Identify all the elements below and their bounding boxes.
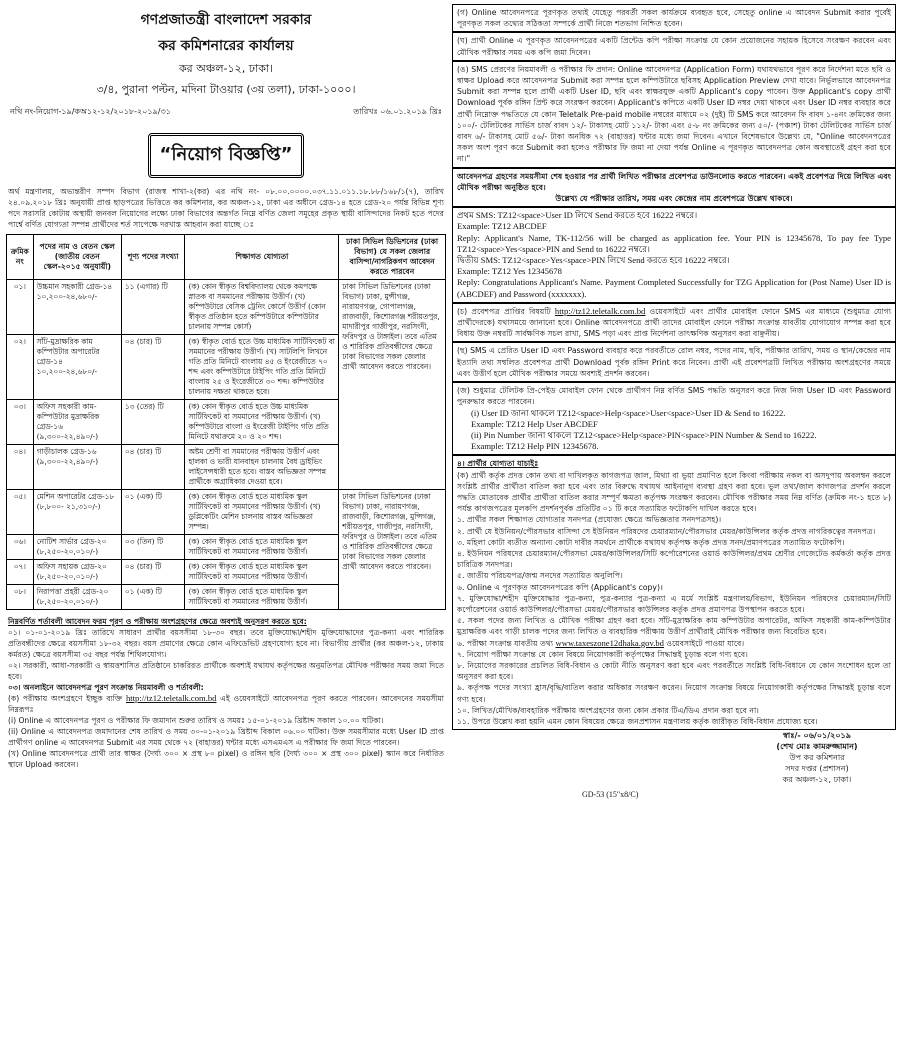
rule-6 [457,638,891,649]
row-count: ০৪ (চার) টি [121,445,185,490]
row-qualification: (ক) স্বীকৃত বোর্ড হতে উচ্চ মাধ্যমিক সার্টিফিকেট বা সমমানের পরীক্ষায় উত্তীর্ণ। (খ) সাটলিপি লিখনে গতি প্রতি মিনিটে বাংলায় ৪৫ ও ইংরেজীতে ৭০ শব্দ এবং কম্পিউটারে টাইপিং গতি প্রতি মিনিটে বাংলায় ২৫ ও ইংরেজীতে ৩০ শব্দ। কম্পিউটার চালনায় দক্ষতা থাকতে হবে। [185,335,339,400]
row-post: গাড়ীচালক গ্রেড-১৬ (৯,৩০০-২২,৪৯০/-) [33,445,121,490]
row-qualification: (ক) কোন স্বীকৃত বোর্ড হতে মাধ্যমিক স্কুল সার্টিফিকেট বা সমমানের পরীক্ষায় উত্তীর্ণ। [185,535,339,560]
row-count: ১৩ (তের) টি [121,400,185,445]
info-site-link[interactable]: www.taxeszone12dhaka.gov.bd [555,637,664,648]
signature-block [742,730,892,785]
upload-rule: (খ) Online আবেদনপত্রে প্রার্থী তার স্বাক্ষর (দৈর্ঘ্য ৩০০ × প্রস্থ ৮০ pixel) ও রঙ্গিন ছবি (দৈর্ঘ্য ৩০০ × প্রস্থ ৩০০ pixel) স্ক্যান করে নির্ধারিত স্থানে Upload করবেন। [8,749,444,769]
gov-title: গণপ্রজাতন্ত্রী বাংলাদেশ সরকার [140,12,312,28]
row-count: ১১ (এগার) টি [121,280,185,335]
rule-sms: (ঙ) SMS প্রেরণের নিয়মাবলী ও পরীক্ষার ফি প্রদান: Online আবেদনপত্র (Application Form) যথাযথভাবে পূরণ করে নির্দেশনা মতে ছবি ও স্বাক্ষর Upload করে আবেদনপত্র Submit করা সম্পন্ন হলে কম্পিউটারে ছবিসহ Application Preview দেখা যাবে। নির্ভুলভাবে আবেদনপত্র Submit করা সম্পন্ন হলে প্রার্থী একটি User ID, ছবি এবং স্বাক্ষরযুক্ত একটি Applicant's copy পাবেন। উক্ত Applicant's copy প্রার্থী Download পূর্বক রঙ্গিন প্রিন্ট করে সংরক্ষণ করবেন। Applicant's কপিতে একটি User ID নম্বর দেয়া থাকবে এবং User ID নম্বর ব্যবহার করে প্রার্থী নিম্নোক্ত পদ্ধতিতে যে কোন Teletalk Pre-paid mobile নম্বরের মাধ্যমে ০২ (দুই) টি SMS করে আবেদন ফি বাবদ ১-৪নং ক্রমিকের জন্য ১০০/- টেলিটকের সার্ভিস চার্জ বাবদ ১২/- টাকাসহ মোট ১১২/- টাকা এবং ৫-৮ নং ক্রমিকের জন্য ৫০/- (পঞ্চাশ) টাকা টেলিটকের সার্ভিস চার্জ বাবদ ৬/- টাকাসহ মোট ৫৬/- টাকা অনধিক ৭২ (বাহাত্তর) ঘন্টার মধ্যে জমা দিবেন। এখানে বিশেষভাবে উল্লেখ্য যে, "Online আবেদনপত্রের সকল অংশ পূরণ করে Submit করা হলেও পরীক্ষার ফি জমা না দেয়া পর্যন্ত Online এ পূরণকৃত আবেদনপত্র কোন অবস্থাতেই গ্রহণ করা হবে না।" [452,61,896,168]
row-serial: ০১। [7,280,34,335]
list-item: ৭. মুক্তিযোদ্ধা/শহীদ মুক্তিযোদ্ধার পুত্র-কন্যা, পুত্র-কন্যার পুত্র-কন্যা এ মর্মে সংশ্লিষ্ট মন্ত্রণালয়/বিভাগ, ইউনিয়ন পরিষদের চেয়ারম্যান/সিটি কর্পোরেশনের ওয়ার্ড কাউন্সিলর/পৌরসভা মেয়র/পৌরসভার কাউন্সিলর কর্তৃক প্রদত্ত প্রমাণপত্র উপস্থাপন করতে হবে। [457,593,891,614]
condition-1: ০১। ০১-০১-২০১৯ খ্রিঃ তারিখে সাধারণ প্রার্থীর বয়সসীমা ১৮-৩০ বছর। তবে মুক্তিযোদ্ধা/শহীদ মুক্তিযোদ্ধাদের পুত্র-কন্যা এবং শারিরিক প্রতিবন্ধীদের ক্ষেত্রে বয়সসীমা ১৮-৩২ বছর। বয়স প্রমাণের ক্ষেত্রে কোন এফিডেভিট গ্রহণযোগ্য হবে না। বিভাগীয় প্রার্থীর (কর অঞ্চল-১২, ঢাকায় কর্মরত) ক্ষেত্রে বয়সসীমা ৩৫ বছর পর্যন্ত শিথিলযোগ্য। [8,628,444,659]
condition-2: ০২। সরকারী, আধা-সরকারী ও স্বায়ত্তশাসিত প্রতিষ্ঠানে চাকরিরত প্রার্থীকে অবশ্যই যথাযথ কর্তৃপক্ষের অনুমতিপত্র মৌখিক পরীক্ষার সময় জমা দিতে হবে। [8,661,444,681]
recover-pin-example: Example: TZ12 Help PIN 12345678. [471,441,599,452]
print-code: GD-53 (15"x8/C) [582,790,639,800]
sms-instructions [452,207,896,303]
admit-card-text: আবেদনপত্র গ্রহণের সময়সীমা শেষ হওয়ার পর প্রার্থী লিখিত পরীক্ষার প্রবেশপত্র ডাউনলোড করতে পারবেন। একই প্রবেশপত্র দিয়ে লিখিত এবং মৌখিক পরীক্ষা অনুষ্ঠিত হবে। [457,171,891,192]
row-count: ০৪ (চার) টি [121,560,185,585]
right-column [452,4,896,1044]
col-serial: ক্রমিক নং [7,235,34,280]
rule-6-suffix: ওয়েবসাইটে পাওয়া যাবে। [666,638,745,648]
rule-ja-text: (জ) শুধুমাত্র টেলিটক প্রি-পেইড মোবাইল ফোন থেকে প্রার্থীগণ নিম্ন বর্ণিত SMS পদ্ধতি অনুসরণ করে নিজ নিজ User ID এবং Password পুনরুদ্ধার করতে পারবেন। [457,386,891,407]
row-serial: ০৬। [7,535,34,560]
rule-6-text: ৬. পরীক্ষা সংক্রান্ত যাবতীয় তথ্য [457,638,554,648]
notice-title: “নিয়োগ বিজ্ঞপ্তি” [148,133,304,178]
memo-row [6,106,446,119]
list-item: ৩. মহিলা কোটা ব্যতীত অন্যান্য কোটা দাবীর সমর্থনে প্রার্থীকে যথাযথ কর্তৃপক্ষ কর্তৃক প্রদত্ত সনদ/প্রমাণপত্রের সত্যায়িত ফটোকপি। [457,537,845,547]
schedule-end: (ii) Online এ আবেদনপত্র জমাদানের শেষ তারিখ ও সময় ৩০-০১-২০১৯ খ্রিষ্টাব্দ বিকাল ০৬.০০ ঘটিকা। উক্ত সময়সীমার মধ্যে User ID প্রাপ্ত প্রার্থীগণ online এ আবেদনপত্র Submit এর সময় থেকে ৭২ (বাহাত্তর) ঘন্টার মধ্যে এসএমএস এ পরীক্ষার ফি জমা দিতে পারবেন। [8,727,444,747]
row-count: ০১ (এক) টি [121,490,185,535]
row-post: উচ্চমান সহকারী গ্রেড-১৪ ১০,২০০-২৪,৬৮০/- [33,280,121,335]
intro-paragraph: অর্থ মন্ত্রণালয়, অভ্যন্তরীণ সম্পদ বিভাগ (রাজস্ব শাখা-২(কর) এর নথি নং- ০৮.০০.০০০০.০৩৭.১১.০১১.১৮.৮৮/১৬৮/১(৭), তারিখ ২৪.০৯.২০১৮ খ্রিঃ অনুযায়ী প্রাপ্ত ছাড়পত্রের ভিত্তিতে কর কমিশনার, কর অঞ্চল-১২, ঢাকা এর অধীনে গ্রেড-১৪ হতে গ্রেড-২০ পর্যন্ত বিভিন্ন শূণ্য পদে সরাসরি কোটায় অস্থায়ী জনবল নিয়োগের লক্ষ্যে ঢাকা বিভাগের অন্তর্গত নিম্নে বর্ণিত জেলা সমূহের প্রকৃত স্থায়ী বাসিন্দাদের নিকট হতে পদের পার্শ্বে বর্ণিত যোগ্যতা সম্পন্ন প্রার্থীদের শর্ত সাপেক্ষে দরখাস্ত আহবান করা যাচ্ছে ঃ [8,187,444,229]
row-post: অফিস সহায়ক গ্রেড-২০ (৮,২৫০-২০,০১০/-) [33,560,121,585]
sms-example-1: Example: TZ12 ABCDEF [457,221,547,232]
row-qualification: (ক) কোন স্বীকৃত বোর্ড হতে মাধ্যমিক স্কুল সার্টিফিকেট বা সমমানের পরীক্ষায় উত্তীর্ণ। [185,560,339,585]
conditions-heading: নিম্নবর্ণিত শর্তাবলী আবেদন ফরম পূরণ ও পরীক্ষায় অংশগ্রহণের ক্ষেত্রে অবশ্যই অনুসরণ করতে হবে: [8,617,307,626]
eligibility-heading: ৪। প্রার্থীর যোগ্যতা যাচাইঃ [457,459,539,469]
row-post: নোটিশ সার্ভার গ্রেড-২০ (৮,২৫০-২০,০১০/-) [33,535,121,560]
signatory-zone: কর অঞ্চল-১২, ঢাকা। [782,775,852,785]
left-column [6,4,446,1044]
table-header-row [7,235,446,280]
rule-7: ৭. নিয়োগ পরীক্ষা সংক্রান্ত যে কোন বিষয়ে নিয়োগকারী কর্তৃপক্ষের সিদ্ধান্তই চূড়ান্ত বলে গণ্য হবে। [457,649,748,659]
rule-9: ৯. কর্তৃপক্ষ পদের সংখ্যা হ্রাস/বৃদ্ধি/বাতিল করার অধিকার সংরক্ষণ করেন। নিয়োগ সংক্রান্ত বিষয়ে নিয়োগকারী কর্তৃপক্ষের সিদ্ধান্তই চূড়ান্ত বলে গণ্য হবে। [457,683,891,704]
rule-chha: (ছ) SMS এ প্রেরিত User ID এবং Password ব্যবহার করে পরবর্তীতে রোল নম্বর, পদের নাম, ছবি, পরীক্ষার তারিখ, সময় ও স্থান/কেন্দ্রের নাম ইত্যাদি তথ্য সম্বলিত প্রবেশপত্র প্রার্থী Download পূর্বক রঙ্গিন Print করে নিবেন। প্রার্থী এই প্রবেশপত্রটি লিখিত পরীক্ষায় অংশগ্রহণের সময়ে এবং উত্তীর্ণ হলে মৌখিক পরীক্ষার সময়ে অবশ্যই প্রদর্শন করবেন। [452,342,896,382]
recover-userid-example: Example: TZ12 Help User ABCDEF [471,418,598,429]
row-qualification: (ক) কোন স্বীকৃত বোর্ড হতে উচ্চ মাধ্যমিক সার্টিফিকেট বা সমমানের পরীক্ষায় উত্তীর্ণ। (খ) কম্পিউটারে বাংলা ও ইংরেজী টাইপিং গতি প্রতি মিনিটে যথাক্রমে ২০ ও ২০ শব্দ। [185,400,339,445]
jobs-table [6,234,446,610]
sms-reply-1: Reply: Applicant's Name, TK-112/56 will be charged as application fee. Your PIN is 12345678, To pay fee Type TZ12<space>Yes<space>PIN and Send to 16222 নম্বরে। [457,232,891,254]
recover-userid: (i) User ID জানা থাকলে TZ12<space>Help<space>User<space>User ID & Send to 16222. [471,407,786,418]
apply-site-link[interactable]: http://tz12.teletalk.com.bd [125,693,217,703]
row-serial: ০২। [7,335,34,400]
eligibility-section [452,455,896,730]
admit-card-note-2: উল্লেখ্য যে পরীক্ষার তারিখ, সময় এবং কেন্দ্রের নাম প্রবেশপত্রে উল্লেখ থাকবে। [555,194,793,204]
rule-ga: (গ) Online আবেদনপত্রে পূরণকৃত তথ্যই যেহেতু পরবর্তী সকল কার্যক্রমে ব্যবহৃত হবে, সেহেতু online এ আবেদন Submit করার পূর্বেই পূরণকৃত সকল তথ্যের সঠিকতা সম্পর্কে প্রার্থী নিজে শতভাগ নিশ্চিত হবেন। [452,4,896,32]
rule-11: ১১. উপরে উল্লেখ করা হয়নি এমন কোন বিষয়ের ক্ষেত্রে জনপ্রশাসন মন্ত্রণালয় কর্তৃক জারীকৃত বিধি-বিধান প্রযোজ্য হবে। [457,716,818,726]
col-qualification: শিক্ষাগত যোগ্যতা [185,235,339,280]
col-count: শূণ্য পদের সংখ্যা [121,235,185,280]
row-serial: ০৮। [7,585,34,610]
row-count: ০৩ (তিন) টি [121,535,185,560]
schedule-start: (i) Online এ আবেদনপত্র পূরণ ও পরীক্ষার ফি জমাদান শুরুর তারিখ ও সময়ঃ ১৫-০১-২০১৯ খ্রিষ্টাব্দ সকাল ১০.০০ ঘটিকা। [8,716,384,725]
rule-cha-text: (চ) প্রবেশপত্র প্রাপ্তির বিষয়টি [457,306,551,316]
table-row [7,280,446,335]
row-qualification: (ক) কোন স্বীকৃত বোর্ড হতে মাধ্যমিক স্কুল সার্টিফিকেট বা সমমানের পরীক্ষায় উত্তীর্ণ। [185,585,339,610]
col-post: পদের নাম ও বেতন স্কেল (জাতীয় বেতন স্কেল-২০১৫ অনুযায়ী) [33,235,121,280]
sms-second: দ্বিতীয় SMS: TZ12<space>Yes<space>PIN লিখে Send করতে হবে 16222 নম্বরে। [457,255,730,266]
admit-site-link[interactable]: http://tz12.teletalk.com.bd [554,305,646,316]
row-count: ০১ (এক) টি [121,585,185,610]
row-districts-b: ঢাকা সিভিল ডিভিশনের (ঢাকা বিভাগ) ঢাকা, নারায়ণগঞ্জ, রাজবাড়ী, কিশোরগঞ্জ, মুন্সিগঞ্জ, শরীয়তপুর, গাজীপুর, নরসিংদী, ফরিদপুর ও টাঙ্গাইল। তবে এতিম ও শারিরিক প্রতিবন্ধীদের ক্ষেত্রে ঢাকা বিভাগের সকল জেলার প্রার্থী আবেদন করতে পারবেন। [339,490,446,610]
condition-3-ka-text: (ক) পরীক্ষায় অংশগ্রহণে ইচ্ছুক ব্যক্তি [8,694,123,703]
admit-card-note [452,168,896,208]
row-qualification: (ক) কোন স্বীকৃত বিশ্ববিদ্যালয় থেকে কমপক্ষে স্নাতক বা সমমানের পরীক্ষায় উত্তীর্ণ। (খ) কম্পিউটারে বেসিক ট্রেনিং কোর্সে উত্তীর্ণ (কোন স্বীকৃত প্রতিষ্ঠান হতে কম্পিউটারে কম্পিউটার চালনায় সম্পন্ন কোর্স) [185,280,339,335]
row-districts-a: ঢাকা সিভিল ডিভিশনের (ঢাকা বিভাগ) ঢাকা, মুন্সীগঞ্জ, নারায়ণগঞ্জ, গোপালগঞ্জ, রাজবাড়ী, কিশোরগঞ্জ শরীয়তপুর, মাদারীপুর গাজীপুর, নরসিংদী, ফরিদপুর ও টাঙ্গাইল। তবে এতিম ও শারিরিক প্রতিবন্ধীদের ক্ষেত্রে ঢাকা বিভাগের সকল জেলার প্রার্থী আবেদন করতে পারবেন। [339,280,446,490]
row-post: মেশিন অপারেটর গ্রেড-১৮ (৮,৮০০- ২১,৩১০/-) [33,490,121,535]
eligibility-text: (ক) প্রার্থী কর্তৃক প্রদত্ত কোন তথ্য বা দাখিলকৃত কাগজপত্র জাল, মিথ্যা বা ভুয়া প্রমাণিত হলে কিংবা পরীক্ষায় নকল বা অসদুপায় অবলম্বন করলে সংশ্লিষ্ট প্রার্থীর প্রার্থীতা বাতিল করা হবে এবং তার বিরুদ্ধে যথাযথ আইনানুগ ব্যবস্থা গ্রহণ করা হবে। ভুল তথ্য/জাল কাগজপত্র প্রদর্শন করলে পদ্ধতি মোতাবেক প্রার্থীর প্রার্থীতা বাতিল করার সম্পূর্ণ ক্ষমতা কর্তৃপক্ষ সংরক্ষণ করবেন। মৌখিক পরীক্ষার সময় নিম্ন বর্ণিত (ক্রমিক নং-১ হতে ৮) পর্যন্ত কাগজপত্রের মূলকপি প্রদর্শনপূর্বক প্রতিটির ০১ টি করে সত্যায়িত ফটোকপি দাখিল করতে হবে। [457,470,891,514]
rule-5: ৫. সকল পদের জন্য লিখিত ও মৌখিক পরীক্ষা গ্রহণ করা হবে। সাঁট-মুদ্রাক্ষরিক কাম কম্পিউটার অপারেটর, অফিস সহকারী কাম-কম্পিউটার মুদ্রাক্ষরিক এবং গাড়ী চালক পদের জন্য লিখিত ও ব্যবহারিক পরীক্ষায় উত্তীর্ণ প্রার্থীরাই মৌখিক পরীক্ষার জন্য বিবেচিত হবে। [457,616,891,637]
row-serial: ০৩। [7,400,34,445]
rule-gha: (ঘ) প্রার্থী Online এ পূরণকৃত আবেদনপত্রের একটি প্রিন্টেড কপি পরীক্ষা সংক্রান্ত যে কোন প্রয়োজনের সহায়ক হিসেবে সংরক্ষণ করবেন এবং মৌখিক পরীক্ষার সময় এক কপি জমা দিবেন। [452,32,896,60]
memo-number: নথি নং-নিয়োগ-১৯/কঅ১২-১২/২০১৮-২০১৯/৩১ [10,107,171,116]
row-serial: ০৫। [7,490,34,535]
office-address: ৩/৪, পুরানা পল্টন, মদিনা টাওয়ার (৩য় তলা), ঢাকা-১০০০। [96,83,356,96]
condition-3: ০৩। অনলাইনে আবেদনপত্র পূরণ সংক্রান্ত নিয়মাবলী ও শর্তাবলী: [8,683,204,692]
table-row [7,490,446,535]
row-post: অফিস সহকারী কাম-কম্পিউটার মুদ্রাক্ষরিক গ্রেড-১৬ (৯,৩০০-২২,৪৯০/-) [33,400,121,445]
list-item: ৫. জাতীয় পরিচয়পত্র/জন্ম সনদের সত্যায়িত অনুলিপি। [457,571,623,581]
memo-date: তারিখঃ ০৬.০১.২০১৯ খ্রিঃ [353,107,442,116]
office-title: কর কমিশনারের কার্যালয় [158,38,294,54]
col-districts: ঢাকা সিভিল ডিভিশনের (ঢাকা বিভাগ) যে সকল জেলার বাসিন্দা/নাগরিকগণ আবেদন করতে পারবেন [339,235,446,280]
row-serial: ০৭। [7,560,34,585]
signature-date: স্বাঃ/- ০৬/০১/২০১৯ [783,731,851,741]
recover-pin: (ii) Pin Number জানা থাকলে TZ12<space>Help<space>PIN<space>PIN Number & Send to 16222. [471,429,817,440]
sms-first: প্রথম SMS: TZ12<space>User ID লিখে Send করতে হবে 16222 নম্বরে। [457,210,698,221]
conditions-section [8,616,444,770]
sms-example-2: Example: TZ12 Yes 12345678 [457,266,562,277]
rule-ja [452,382,896,455]
rule-8: ৮. নিয়োগের সরকারের প্রচলিত বিধি-বিধান ও কোটা নীতি অনুসরণ করা হবে এবং পরবর্তীতে সংশ্লিষ্ট বিধি-বিধানে যে কোন সংশোধন হলে তা অনুসরণ করা হবে। [457,660,891,682]
list-item: ২. প্রার্থী যে ইউনিয়ন/পৌরসভার বাসিন্দা সে ইউনিয়ন পরিষদের চেয়ারম্যান/পৌরসভার মেয়র/কাউন্সিলর কর্তৃক প্রদত্ত নাগরিকত্বের সনদপত্র। [457,526,876,536]
row-qualification: অষ্টম শ্রেণী বা সমমানের পরীক্ষায় উত্তীর্ণ এবং হালকা ও ভারী যানবাহন চালনায় বৈধ ড্রাইভিং লাইসেন্সধারী হতে হবে। বাস্তব অভিজ্ঞতা সম্পন্ন প্রার্থীকে অগ্রাধিকার দেওয়া হবে। [185,445,339,490]
row-post: নিরাপত্তা প্রহরী গ্রেড-২০ (৮,২৫০-২০,০১০/-) [33,585,121,610]
list-item: ৪. ইউনিয়ন পরিষদের চেয়ারম্যান/পৌরসভা মেয়র/কাউন্সিলর/সিটি কর্পোরেশনের ওয়ার্ড কাউন্সিলর/প্রথম শ্রেণীর গেজেটেড কর্মকর্তা কর্তৃক প্রদত্ত চারিত্রিক সনদপত্র। [457,548,891,570]
condition-3-ka-suffix: এই ওয়েবসাইটে আবেদনপত্র পূরণ করতে পারবেন। আবেদনের সময়সীমা নিম্নরূপঃ [8,694,444,714]
row-count: ০৪ (চার) টি [121,335,185,400]
row-qualification: (ক) কোন স্বীকৃত বোর্ড হতে মাধ্যমিক স্কুল সার্টিফিকেট বা সমমানের পরীক্ষায় উত্তীর্ণ। (খ) ডুপ্লিকেটিং মেশিন চালনায় বাস্তব অভিজ্ঞতা সম্পন্ন। [185,490,339,535]
row-serial: ০৪। [7,445,34,490]
signatory-title: উপ কর কমিশনার [789,753,845,763]
zone-title: কর অঞ্চল-১২, ঢাকা। [178,62,274,75]
rule-10: ১০. লিখিত/মৌখিক/ব্যবহারিক পরীক্ষায় অংশগ্রহণের জন্য কোন প্রকার টিএ/ডিএ প্রদান করা হবে না। [457,705,759,715]
list-item: ৬. Online এ পূরণকৃত আবেদনপত্রের কপি (Applicant's copy)। [457,582,663,592]
row-post: সাঁট-মুদ্রাক্ষরিক কাম কম্পিউটার অপারেটর গ্রেড-১৪ ১০,২০০-২৪,৬৮০/- [33,335,121,400]
sms-reply-2: Reply: Congratulations Applicant's Name. Payment Completed Successfully for TZG Application for (Post Name) User ID is (ABCDEF) and Password (xxxxxxx). [457,277,891,299]
rule-cha [452,303,896,343]
signatory-name: (শেখ মোঃ কামরুজ্জামান) [776,742,858,752]
list-item: ১. প্রার্থীর সকল শিক্ষাগত যোগ্যতার সনদপত্র (প্রযোজ্য ক্ষেত্রে অভিজ্ঞতার সনদপত্রসহ)। [457,515,722,525]
signatory-office: সদর দপ্তর (প্রশাসন) [785,764,849,774]
rule-cha-suffix: ওয়েবসাইটে এবং প্রার্থীর মোবাইল ফোনে SMS এর মাধ্যমে (শুধুমাত্র যোগ্য প্রার্থীদেরকে) যথাসময়ে জানানো হবে। Online আবেদনপত্রে প্রার্থী তাদের মোবাইল ফোনে পরীক্ষা সংক্রান্ত যাবতীয় যোগাযোগ সম্পন্ন করা হবে বিধায় উক্ত নম্বরটি সার্বক্ষণিক সচল রাখা, SMS পড়া এবং প্রাপ্ত নির্দেশনা তাৎক্ষণিক অনুসরণ করা বাঞ্ছনীয়। [457,306,891,339]
condition-3-ka [8,693,444,715]
